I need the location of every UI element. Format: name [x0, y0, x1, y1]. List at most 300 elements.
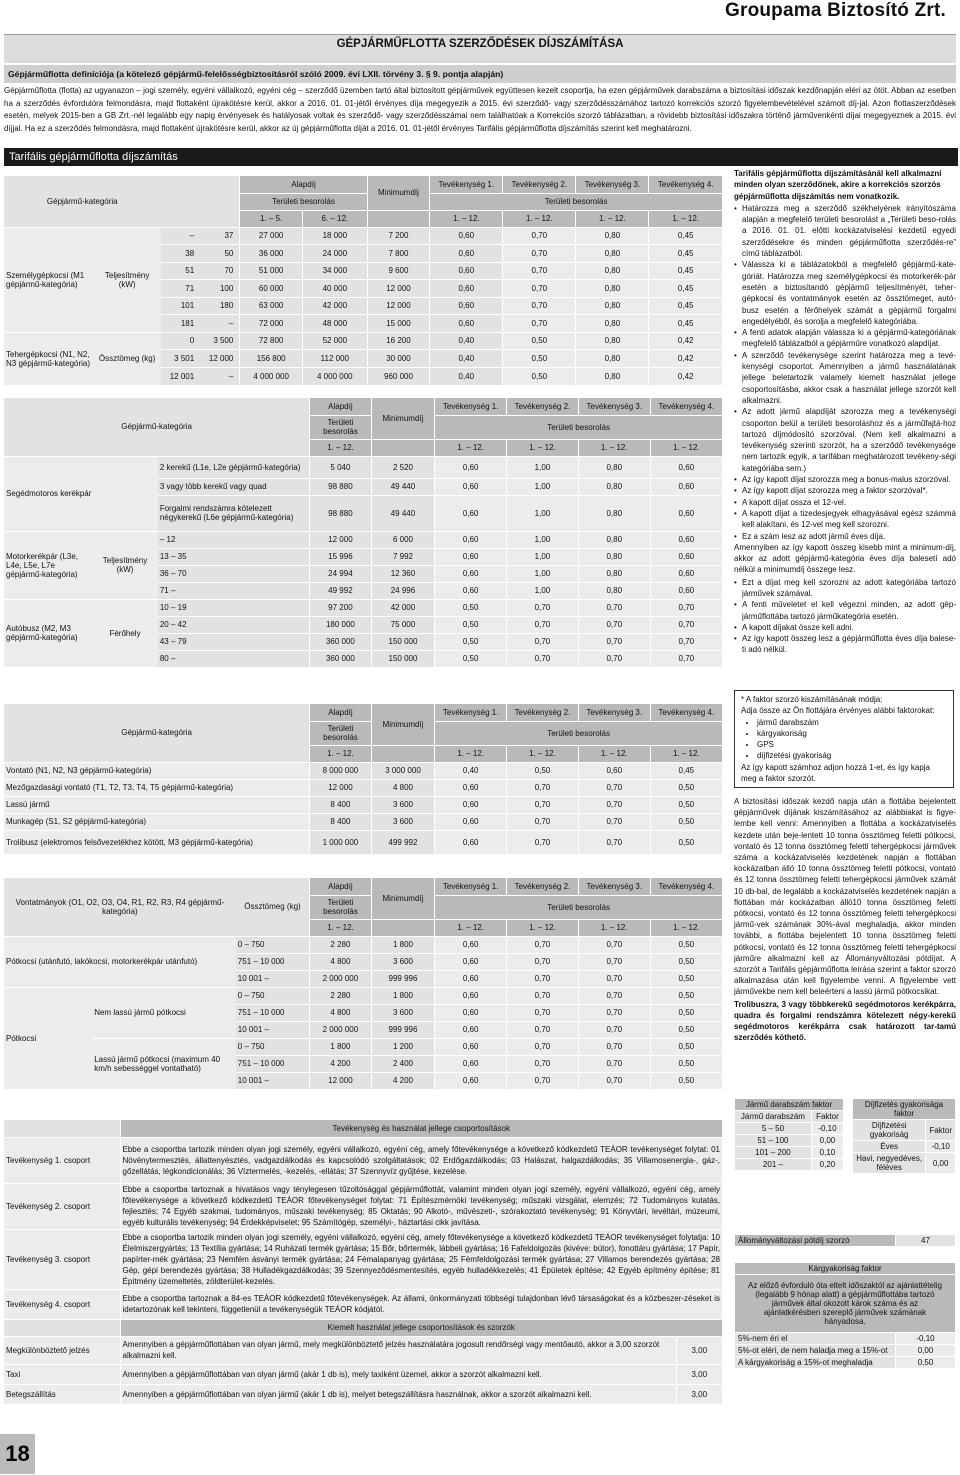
instruction-item: • Ezt a díjat meg kell szorozni az adott kategóriába tartozó járművek számával.: [734, 577, 956, 600]
table-cell: 7 992: [371, 548, 435, 565]
table-cell: 43 – 79: [158, 633, 310, 650]
activity-desc: Ebbe a csoportba tartozik minden olyan jogi személy, egyéni vállalkozó, egyéni cég, amely főtevékenysége a következő kódkezdetű TEÁOR tevékenységet folytat: 01 Növénytermesztés, állattenyésztés, vadgazdálkodás és kapcsolódó szolgáltatások; 02 Erdőgazdálkodás; 03 Halászat, halgazdálkodás; 35 Villamosenergia-, gáz-, gőzellátás, légkondicionálás; 36 Víztermelés, -kezelés, -ellátás; 37 Szennyvíz gyűjtése, kezelése.: [120, 1137, 722, 1183]
table-cell: 0,80: [576, 280, 649, 298]
table-cell: 0,50: [650, 970, 722, 987]
table-cell: 0,50: [650, 1072, 722, 1089]
activity-desc: Ebbe a csoportba tartoznak a 84-es TEÁOR kódkezdetű főtevékenységek. Az állami, önkormányzati többségi tulajdonban lévő társaságokat és a közbeszer-zéseket is idetartozónak kell tekinteni, függetlenül a tevékenységük TEÁOR kódjától.: [120, 1289, 722, 1319]
table-cell: –: [200, 315, 240, 333]
right-body-text: A biztosítási időszak kezdő napja után a flottába bejelentett gépjárművek díjának kiszámításához az alábbiakat is figye-lembe kell venni: Amennyiben a flottába a kockázatviselés kezdete után beje-lentett 10 tonna össztömeg feletti pótkocsi, vontató és 12 tonna össztömeg feletti tehergépkocsi járművek száma a kockázatviselés kezdetének napján a flottában kockázatban álló 10 tonna össztömeg feletti pótkocsi, vontató és 12 tonna össztömeg feletti tehergépkocsi járművek számát 10 db-bal, de legalább a kockázatviselés kezdetének napján a flottában már kockázatban álló10 tonna össztömeg feletti pótkocsi, vontató és 12 tonna össztömeg feletti tehergépkocsi jármű-vek számának 30%-ával meghaladja, akkor minden további, a flottába bejelentett 10 tonna össztömeg feletti pótkocsi, vontató és 12 tonna össztömeg feletti tehergépkocsi járműre alkalmazni kell az Állományváltozási pótdíjat. A szorzót a Tarifális gépjárműflotta leírása szerint a faktor szorzó alkalmazása után kell figyelembe venni. A figyelembe vett járművekbe nem kell beleérteni a lassú jármű pótkocsikat.: [734, 797, 956, 997]
special-row: [4, 1384, 722, 1404]
right-body: [734, 796, 956, 1043]
table-cell: 0,80: [576, 367, 649, 385]
table-cell: 3 600: [371, 813, 435, 830]
table-cell: 0,70: [578, 987, 650, 1004]
table-cell: 0,60: [435, 548, 507, 565]
col-p1-12: 1. – 12.: [435, 745, 507, 762]
table-cell: 3 600: [371, 1004, 435, 1021]
col-teruleti: Területi besorolás: [310, 415, 372, 439]
table-cell: 8 400: [310, 813, 372, 830]
table-cell: –: [161, 227, 201, 245]
table-row: [735, 1357, 956, 1369]
instruction-item: • Válassza ki a táblázatokból a megfelelő gépjármű-kate-góriát. Határozza meg személygépkocsi és motorkerék-pár esetén a biztosítandó gépjármű teljesítményét, teher-gépkocsi és vontatmányok esetén az össztömeget, autó-busz esetén a férőhelyek számát a gépjármű forgalmi engedélyéből, és sorolja a megfelelő kategóriába.: [734, 259, 956, 327]
allomany-label: Állományváltozási pótdíj szorzó: [735, 1235, 896, 1247]
col-p1-12: 1. – 12.: [650, 745, 722, 762]
table-cell: 0,80: [576, 350, 649, 368]
table-cell: 52 000: [302, 332, 367, 350]
table-cell: 112 000: [302, 350, 367, 368]
activity-table: [4, 1120, 722, 1404]
table-cell: 0,70: [578, 1038, 650, 1055]
table-cell: 0,80: [578, 582, 650, 599]
table-other-vehicles: [4, 704, 722, 854]
page-title: GÉPJÁRMŰFLOTTA SZERZŐDÉSEK DÍJSZÁMÍTÁSA: [336, 38, 624, 50]
table-row: [735, 1159, 844, 1171]
activity-row: [4, 1183, 722, 1229]
table-cell: 36 000: [240, 245, 303, 263]
table-cell: 2 520: [371, 456, 435, 478]
special-desc: Amennyiben a gépjárműflottában van olyan jármű, mely megkülönböztető jelzés használatára jogosult rendőrségi vagy mentőautó, akkor a 3,00 szorzót alkalmazni kell.: [120, 1336, 676, 1364]
special-desc: Amennyiben a gépjárműflottában van olyan jármű (akár 1 db is), mely taxiként üzemel, akkor a szorzót alkalmazni kell.: [120, 1364, 676, 1384]
instruction-item: • A kapott díjakat össze kell adni.: [734, 622, 956, 633]
table-cell: 0,60: [578, 762, 650, 779]
table-cell: 71: [161, 280, 201, 298]
table-cell: 1 200: [371, 1038, 435, 1055]
table-cell: 51: [161, 262, 201, 280]
table-cell: 100: [200, 280, 240, 298]
group-sublabel: Teljesítmény (kW): [94, 227, 161, 332]
table-cell: 150 000: [371, 633, 435, 650]
table-cell: 5 040: [310, 456, 372, 478]
table-cell: 49 992: [310, 582, 372, 599]
table-cell: 0,80: [578, 456, 650, 478]
special-value: 3,00: [676, 1336, 722, 1364]
table-cell: 0,70: [578, 1021, 650, 1038]
col-p1-12: 1. – 12.: [578, 745, 650, 762]
table-cell: 0,60: [430, 280, 503, 298]
table-cell: 1 800: [371, 987, 435, 1004]
table-cell: 12 000: [310, 1072, 372, 1089]
table-cell: 0,50: [650, 1004, 722, 1021]
table-cell: -0,10: [926, 1141, 956, 1153]
table-cell: 960 000: [367, 367, 430, 385]
col-p1-12: 1. – 12.: [310, 439, 372, 456]
table-cell: 0,80: [576, 297, 649, 315]
col-p1-12: 1. – 12.: [649, 210, 722, 227]
table-cell: 0,60: [430, 245, 503, 263]
table-cell: 3 501: [161, 350, 201, 368]
table-cell: 4 000 000: [240, 367, 303, 385]
group-label: Pótkocsi (utánfutó, lakókocsi, motorkerékpár utánfutó): [4, 936, 236, 987]
col-tev2: Tevékenység 2.: [507, 704, 579, 721]
table-cell: 360 000: [310, 650, 372, 667]
table-cell: 499 992: [371, 830, 435, 854]
table-cell: 0,60: [435, 495, 507, 531]
table-row: [4, 987, 722, 1004]
table-moto-bus: [4, 398, 722, 667]
col-teruleti: Területi besorolás: [310, 895, 372, 919]
table-cell: 0,80: [576, 315, 649, 333]
table-cell: 0,70: [507, 633, 579, 650]
table-cell: 0,70: [503, 315, 576, 333]
page-number: 18: [0, 1434, 35, 1474]
table-cell: 10 001 –: [236, 1021, 310, 1038]
col-p1-12: 1. – 12.: [507, 439, 579, 456]
section-header: Tarifális gépjárműflotta díjszámítás: [4, 148, 958, 166]
table-cell: 0,80: [578, 478, 650, 495]
col-minimum: Minimumdíj: [371, 878, 435, 919]
table-cell: 0,50: [503, 367, 576, 385]
col-alapdij: Alapdíj: [240, 176, 367, 193]
dijfizetes-faktor-table: [852, 1098, 956, 1174]
table-cell: 0,60: [435, 953, 507, 970]
col-tev3: Tevékenység 3.: [578, 398, 650, 415]
table-cell: 2 kerekű (L1e, L2e gépjármű-kategória): [158, 456, 310, 478]
jarmu-h1: Jármű darabszám: [735, 1111, 812, 1123]
faktor-item: • GPS: [757, 739, 947, 750]
table-cell: 0,80: [578, 531, 650, 548]
table-cell: 0,60: [650, 582, 722, 599]
table-cell: 0,70: [507, 1038, 579, 1055]
table-cell: 15 000: [367, 315, 430, 333]
table-cell: 13 – 35: [158, 548, 310, 565]
table-cell: 0,45: [649, 297, 722, 315]
table-cell: 0,50: [650, 953, 722, 970]
table-cell: 0,60: [435, 1038, 507, 1055]
table-cell: 72 800: [240, 332, 303, 350]
table-cell: – 12: [158, 531, 310, 548]
col-p1-12: 1. – 12.: [578, 919, 650, 936]
table-row: [4, 1038, 722, 1055]
table-cell: 12 000: [200, 350, 240, 368]
table-cell: 0: [161, 332, 201, 350]
table-cell: 0,70: [507, 1072, 579, 1089]
table-cell: 34 000: [302, 262, 367, 280]
table-cell: 1,00: [507, 565, 579, 582]
allomany-table: [734, 1234, 956, 1247]
table-cell: 1,00: [507, 531, 579, 548]
table-cell: 60 000: [240, 280, 303, 298]
table-cell: 0,80: [578, 495, 650, 531]
table-cell: 8 400: [310, 796, 372, 813]
table-cell: Lassú jármű: [4, 796, 310, 813]
faktor-item: • díjfizetési gyakoriság: [757, 750, 947, 761]
table-cell: 0,60: [435, 813, 507, 830]
table-cell: 0,45: [649, 315, 722, 333]
table-cell: 0,50: [650, 936, 722, 953]
table-cell: 0,50: [503, 332, 576, 350]
special-desc: Amennyiben a gépjárműflottában van olyan jármű (akár 1 db is), melyet betegszállításra használnak, akkor a szorzót alkalmazni kell.: [120, 1384, 676, 1404]
col-category: Gépjármű-kategória: [4, 704, 310, 762]
table-row: [735, 1123, 844, 1135]
table-cell: 0,80: [576, 332, 649, 350]
table-cell: 0,50: [896, 1357, 956, 1369]
table-cell: 0,60: [650, 548, 722, 565]
table-cell: 0,60: [650, 565, 722, 582]
table-cell: 0,60: [430, 297, 503, 315]
col-p6-12: 6. – 12.: [302, 210, 367, 227]
right-body-bold: Trolibuszra, 3 vagy többkerekű segédmotoros kerékpárra, quadra és forgalmi rendszámra kötelezett négy-kerekű segédmotoros kerékpárra csak határozott tar-tamú szerződés köthető.: [734, 999, 956, 1043]
table-cell: 0,70: [507, 987, 579, 1004]
table-cell: 51 – 100: [735, 1135, 812, 1147]
col-category: Gépjármű-kategória: [4, 398, 310, 456]
table-cell: 0,60: [435, 1055, 507, 1072]
table-cell: 201 –: [735, 1159, 812, 1171]
activity-group: Tevékenység 1. csoport: [4, 1137, 120, 1183]
instruction-item: • Ez a szám lesz az adott jármű éves díja.: [734, 531, 956, 542]
instruction-item: • A kapott díjat ossza el 12-vel.: [734, 497, 956, 508]
col-category: Gépjármű-kategória: [4, 176, 161, 227]
dijfiz-h1: Díjfizetési gyakoriság: [853, 1120, 926, 1141]
table-cell: 0,42: [649, 332, 722, 350]
table-cell: 7 800: [367, 245, 430, 263]
table-cell: 6 000: [371, 531, 435, 548]
table-cell: Mezőgazdasági vontató (T1, T2, T3, T4, T5 gépjármű-kategória): [4, 779, 310, 796]
special-value: 3,00: [676, 1364, 722, 1384]
table-cell: 0,70: [503, 297, 576, 315]
col-tev4: Tevékenység 4.: [650, 704, 722, 721]
table-cell: 5%-ot eléri, de nem haladja meg a 15%-ot: [735, 1345, 896, 1357]
faktor-note-end: Az így kapott számhoz adjon hozzá 1-et, és így kapja meg a faktor szorzót.: [741, 762, 930, 784]
table-cell: 0,70: [503, 262, 576, 280]
col-p1-12: 1. – 12.: [310, 919, 372, 936]
table-cell: 0,60: [435, 1004, 507, 1021]
table-cell: 0,70: [578, 953, 650, 970]
table-cell: 0,70: [578, 1004, 650, 1021]
table-cell: 0 – 750: [236, 936, 310, 953]
table-cell: 0,70: [578, 830, 650, 854]
table-row: [4, 936, 722, 953]
activity-group: Tevékenység 3. csoport: [4, 1229, 120, 1289]
table-cell: 1 000 000: [310, 830, 372, 854]
instructions: [734, 168, 956, 656]
group-sublabel: Lassú jármű pótkocsi (maximum 40 km/h sebességgel vontatható): [92, 1038, 236, 1089]
table-cell: 0,60: [430, 227, 503, 245]
table-cell: 0,70: [503, 280, 576, 298]
table-row: [853, 1141, 956, 1153]
table-cell: 0,60: [435, 478, 507, 495]
table-cell: 0,70: [578, 1055, 650, 1072]
instruction-item: • Az így kapott összeg lesz a gépjárműflotta éves díja balese-ti adó nélkül.: [734, 633, 956, 656]
col-tev4: Tevékenység 4.: [649, 176, 722, 193]
col-p1-12: 1. – 12.: [650, 439, 722, 456]
table-cell: 181: [161, 315, 201, 333]
table-cell: 0,60: [430, 315, 503, 333]
instructions-lead: Tarifális gépjárműflotta díjszámításánál kell alkalmazni minden olyan szerződőnek, akire a korrekciós szorzós gépjárműflotta díjszámítás nem vonatkozik.: [734, 169, 942, 201]
col-teruleti-2: Területi besorolás: [435, 895, 722, 919]
table-cell: 999 996: [371, 970, 435, 987]
table-row: [4, 531, 722, 548]
table-row: [735, 1135, 844, 1147]
group-sublabel: Férőhely: [92, 599, 158, 667]
table-cell: -0,10: [811, 1123, 843, 1135]
activity-row: [4, 1289, 722, 1319]
table-cell: 2 000 000: [310, 970, 372, 987]
table-cell: 5 – 50: [735, 1123, 812, 1135]
col-alapdij: Alapdíj: [310, 398, 372, 415]
table-cell: 0,60: [435, 936, 507, 953]
col-p1-12: 1. – 12.: [578, 439, 650, 456]
company-name: Groupama Biztosító Zrt.: [725, 0, 946, 21]
table-cell: 10 001 –: [236, 1072, 310, 1089]
group-label: Segédmotoros kerékpár: [4, 456, 158, 531]
table-cell: 1,00: [507, 478, 579, 495]
table-cell: 0,70: [507, 779, 579, 796]
table-cell: 1,00: [507, 495, 579, 531]
table-cell: 0,60: [435, 582, 507, 599]
table-cell: 12 000: [367, 297, 430, 315]
table-cell: 0,70: [507, 953, 579, 970]
activity-group: Tevékenység 4. csoport: [4, 1289, 120, 1319]
table-cell: 10 – 19: [158, 599, 310, 616]
table-cell: 3 600: [371, 796, 435, 813]
table-cell: 63 000: [240, 297, 303, 315]
table-cell: 0,50: [650, 796, 722, 813]
table-cell: 4 000 000: [302, 367, 367, 385]
col-p1-12: 1. – 12.: [507, 745, 579, 762]
table-cell: 0,70: [507, 599, 579, 616]
table-cell: 0,50: [650, 779, 722, 796]
instruction-item: • A szerződő tevékenysége szerint határozza meg a tevé-kenységi csoportot. Amennyiben a jármű használatának jellege beletartozik valamely kiemelt használat jellege csoportosításba, akkor csak a használat jellege szorzót kell alkalmazni.: [734, 350, 956, 406]
dijfiz-title: Díjfizetés gyakorisága faktor: [853, 1099, 956, 1120]
table-row: [735, 1147, 844, 1159]
table-row: [4, 599, 722, 616]
col-tev4: Tevékenység 4.: [650, 398, 722, 415]
table-row: [4, 779, 722, 796]
table-cell: 20 – 42: [158, 616, 310, 633]
table-cell: 5%-nem éri el: [735, 1333, 896, 1345]
table-cell: 40 000: [302, 280, 367, 298]
table-cell: 10 001 –: [236, 970, 310, 987]
col-tev1: Tevékenység 1.: [435, 704, 507, 721]
table-cell: 4 800: [310, 1004, 372, 1021]
table-cell: 0,70: [507, 616, 579, 633]
col-minimum: Minimumdíj: [371, 398, 435, 439]
table-cell: 0,80: [576, 245, 649, 263]
group-sublabel: Teljesítmény (kW): [92, 531, 158, 599]
group-sublabel: Össztömeg (kg): [94, 332, 161, 385]
table-cell: Forgalmi rendszámra kötelezett négykerekű (L6e gépjármű-kategória): [158, 495, 310, 531]
table-cell: 3 vagy több kerekű vagy quad: [158, 478, 310, 495]
table-row: [4, 813, 722, 830]
table-cell: 9 600: [367, 262, 430, 280]
table-cell: 0,50: [650, 1021, 722, 1038]
table-cell: 15 996: [310, 548, 372, 565]
group-label: Motorkerékpár (L3e, L4e, L5e, L7e gépjármű-kategória): [4, 531, 92, 599]
table-cell: 360 000: [310, 633, 372, 650]
table-cell: 0,70: [578, 796, 650, 813]
table-cell: 0,70: [650, 633, 722, 650]
activity-row: [4, 1229, 722, 1289]
kargy-table: [734, 1262, 956, 1369]
instruction-item: • Az így kapott díjat szorozza meg a faktor szorzóval*.: [734, 485, 956, 496]
table-cell: 38: [161, 245, 201, 263]
special-value: 3,00: [676, 1384, 722, 1404]
table-cell: 0,70: [507, 813, 579, 830]
table-cell: 751 – 10 000: [236, 1055, 310, 1072]
dijfiz-h2: Faktor: [926, 1120, 956, 1141]
table-cell: 98 880: [310, 495, 372, 531]
instruction-item: • Az így kapott díjat szorozza meg a bonus-malus szorzóval.: [734, 474, 956, 485]
kargy-title: Kárgyakoriság faktor: [735, 1263, 956, 1275]
table-cell: 0,50: [650, 830, 722, 854]
table-cell: 2 000 000: [310, 1021, 372, 1038]
table-cell: 51 000: [240, 262, 303, 280]
table-cell: 0,42: [649, 350, 722, 368]
col-minimum: Minimumdíj: [371, 704, 435, 745]
table-row: [4, 332, 722, 350]
kargy-desc: Az előző évforduló óta eltelt időszaktól az ajánlattételig (legalább 9 hónap alatt) a gépjárműflottába tartozó járművek által okozott károk száma és az ajánlatkérésben szereplő járművek számának hányadosa.: [735, 1275, 956, 1333]
instruction-item: • A fenti adatok alapján válassza ki a gépjármű-kategóriának megfelelő táblázatból a gépjárműre vonatkozó alapdíjat.: [734, 327, 956, 350]
table-cell: 0,70: [507, 1021, 579, 1038]
table-cell: 0,50: [503, 350, 576, 368]
table-cell: 0,40: [430, 367, 503, 385]
table-cell: 0,50: [435, 599, 507, 616]
table-row: [735, 1345, 956, 1357]
table-cell: 4 800: [371, 779, 435, 796]
table-row: [4, 456, 722, 478]
table-cell: 0,50: [650, 1038, 722, 1055]
table-cell: 150 000: [371, 650, 435, 667]
col-p1-12: 1. – 12.: [576, 210, 649, 227]
table-cell: 0,50: [650, 1055, 722, 1072]
faktor-note: [734, 690, 954, 788]
col-tev4: Tevékenység 4.: [650, 878, 722, 895]
table-cell: 0,40: [430, 350, 503, 368]
table-cell: 0,70: [503, 227, 576, 245]
table-cell: 0,70: [578, 779, 650, 796]
table-cell: 12 000: [310, 779, 372, 796]
table-cell: 0,50: [650, 987, 722, 1004]
table-cell: 0,60: [435, 531, 507, 548]
col-p1-5: 1. – 5.: [240, 210, 303, 227]
table-cell: A kárgyakoriság a 15%-ot meghaladja: [735, 1357, 896, 1369]
col-tev3: Tevékenység 3.: [578, 878, 650, 895]
table-cell: 0,80: [576, 262, 649, 280]
activity-title: Tevékenység és használat jellege csoportosítások: [120, 1120, 722, 1137]
col-p1-12: 1. – 12.: [503, 210, 576, 227]
table-cell: 0,20: [811, 1159, 843, 1171]
title-bar: [4, 34, 956, 63]
table-cell: 0,70: [578, 970, 650, 987]
group-label: Személygépkocsi (M1 gépjármű-kategória): [4, 227, 94, 332]
definition-bar: Gépjárműflotta definíciója (a kötelező gépjármű-felelősségbiztosításról szóló 2009. évi LXII. törvény 3. § 9. pontja alapján): [4, 65, 956, 83]
table-cell: 0,45: [649, 245, 722, 263]
table-cell: 0,60: [435, 970, 507, 987]
table-cell: 4 200: [310, 1055, 372, 1072]
table-cell: 36 – 70: [158, 565, 310, 582]
table-cell: 1 800: [310, 1038, 372, 1055]
table-cell: –: [200, 367, 240, 385]
table-cell: 0,60: [435, 830, 507, 854]
table-cell: -0,10: [896, 1333, 956, 1345]
table-cell: 101: [161, 297, 201, 315]
activity-group: Tevékenység 2. csoport: [4, 1183, 120, 1229]
table-cell: 0,70: [507, 830, 579, 854]
table-cell: Munkagép (S1, S2 gépjármű-kategória): [4, 813, 310, 830]
table-cell: 0,70: [650, 616, 722, 633]
table-cell: 2 280: [310, 936, 372, 953]
col-teruleti-2: Területi besorolás: [430, 193, 722, 210]
vontatmany-label: Vontatmányok (O1, O2, O3, O4, R1, R2, R3, R4 gépjármű-kategória): [4, 878, 236, 936]
table-cell: 12 000: [310, 531, 372, 548]
table-cell: 0,10: [811, 1147, 843, 1159]
table-cell: 3 600: [371, 953, 435, 970]
col-tev1: Tevékenység 1.: [435, 878, 507, 895]
table-cell: 0,45: [650, 762, 722, 779]
table-cell: 30 000: [367, 350, 430, 368]
table-cell: 0,50: [435, 616, 507, 633]
table-cell: Vontató (N1, N2, N3 gépjármű-kategória): [4, 762, 310, 779]
